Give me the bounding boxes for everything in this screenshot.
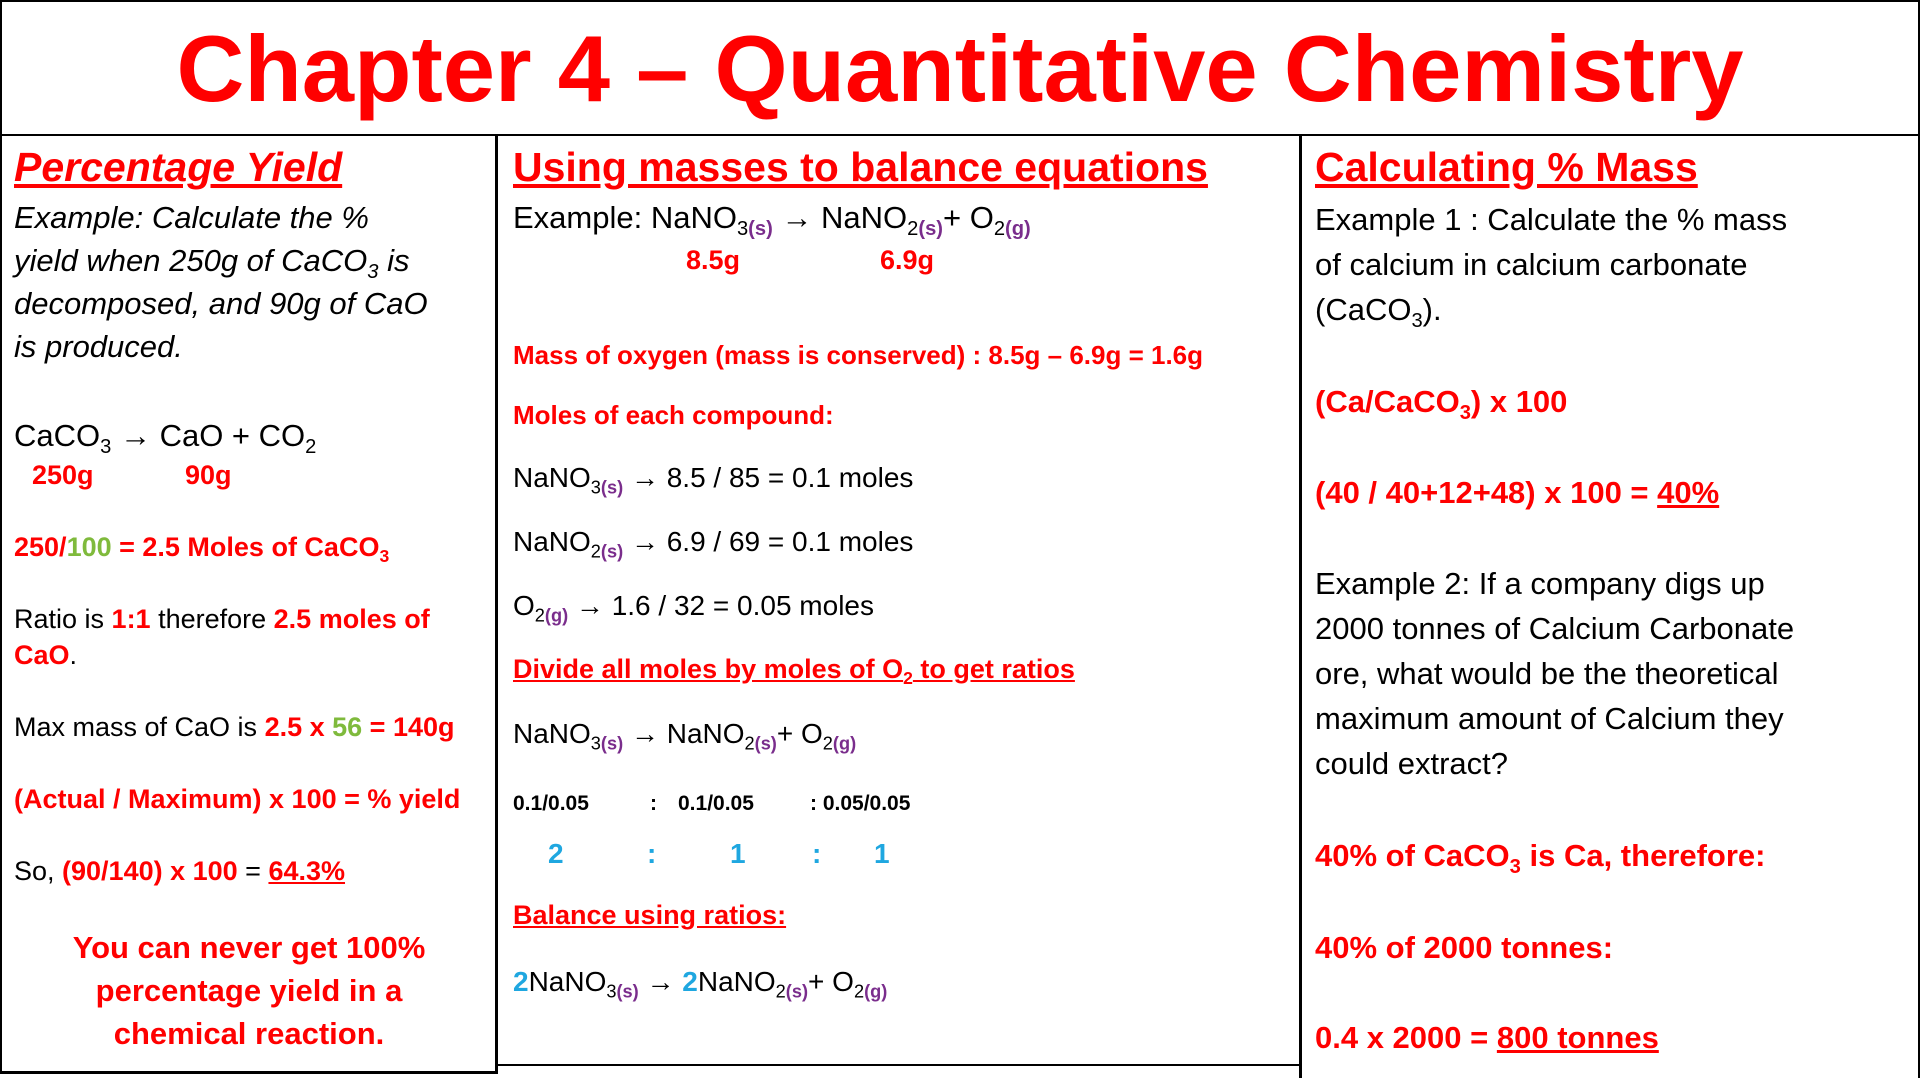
mass-example-1-line-3: (CaCO$_3$).	[1315, 292, 1442, 333]
yield-note-2: percentage yield in a	[95, 973, 403, 1008]
yield-example-line-2: yield when 250g of CaCO$_3$ is	[14, 243, 410, 284]
balance-panel-bottom-border	[498, 1064, 1302, 1066]
mass-example-1-line-2: of calcium in calcium carbonate	[1315, 247, 1748, 282]
yield-equation: CaCO$_3$ → CaO + $CO_2$	[14, 418, 317, 459]
mass-formula-2: (40 / 40+12+48) x 100 = 40%	[1315, 475, 1720, 510]
mass-step-2: 40% of 2000 tonnes:	[1315, 930, 1614, 965]
mass-step-1: 40% of CaCO$_3$ is Ca, therefore:	[1315, 838, 1766, 879]
ratio-sep-1: :	[647, 838, 657, 869]
moles-heading: Moles of each compound:	[513, 400, 834, 430]
mass-nano2: 6.9g	[880, 245, 935, 275]
mass-example-2-line-1: Example 2: If a company digs up	[1315, 566, 1765, 601]
mass-step-3: 0.4 x 2000 = 800 tonnes	[1315, 1020, 1659, 1055]
yield-formula: (Actual / Maximum) x 100 = % yield	[14, 784, 461, 814]
balance-ratios-heading: Balance using ratios:	[513, 900, 787, 930]
divide-moles-heading: Divide all moles by moles of $O_2$ to get ratios	[513, 654, 1075, 689]
ratio-line-2: CaO.	[14, 640, 78, 670]
mass-nano3: 8.5g	[686, 245, 741, 275]
ratio-o2: 1	[874, 838, 890, 869]
mass-example-2-line-5: could extract?	[1315, 746, 1508, 781]
mass-formula-1: (Ca/CaCO$_3$) x 100	[1315, 384, 1568, 425]
mass-cao: 90g	[185, 460, 232, 490]
page-title: Chapter 4 – Quantitative Chemistry	[176, 16, 1744, 121]
moles-nano3: NaNO$_{3(s)}$ → 8.5 / 85 = 0.1 moles	[513, 462, 914, 498]
ratio-nano3: 2	[548, 838, 564, 869]
yield-example-line-1: Example: Calculate the %	[14, 200, 369, 235]
percentage-yield-heading: Percentage Yield	[14, 144, 343, 190]
divide-sep-1: :	[650, 792, 657, 815]
divide-o2: : 0.05/0.05	[810, 792, 911, 815]
max-mass-line: Max mass of CaO is 2.5 x 56 = 140g	[14, 712, 455, 742]
mass-example-2-line-3: ore, what would be the theoretical	[1315, 656, 1779, 691]
mass-caco3: 250g	[32, 460, 94, 490]
ratio-line-1: Ratio is 1:1 therefore 2.5 moles of	[14, 604, 430, 634]
yield-example-line-3: decomposed, and 90g of CaO	[14, 286, 428, 321]
moles-nano2: NaNO$_{2(s)}$ → 6.9 / 69 = 0.1 moles	[513, 526, 914, 562]
ratio-equation: NaNO$_{3(s)}$ → NaNO$_{2(s)}$+ $O_{2(g)}$	[513, 718, 857, 754]
ratio-nano2: 1	[730, 838, 746, 869]
mass-example-1-line-1: Example 1 : Calculate the % mass	[1315, 202, 1788, 237]
yield-note-1: You can never get 100%	[72, 930, 426, 965]
balance-example: Example: NaNO$_{3(s)}$ → NaNO$_{2(s)}$+ $O_{2(g)}$	[513, 200, 1031, 241]
percent-mass-heading: Calculating % Mass	[1315, 144, 1698, 190]
moles-caco3: 250/100 = 2.5 Moles of CaCO$_3$	[14, 532, 390, 567]
yield-answer: So, (90/140) x 100 = 64.3%	[14, 856, 346, 886]
yield-example-line-4: is produced.	[14, 329, 183, 364]
mass-example-2-line-2: 2000 tonnes of Calcium Carbonate	[1315, 611, 1795, 646]
mass-example-2-line-4: maximum amount of Calcium they	[1315, 701, 1784, 736]
yield-note-3: chemical reaction.	[113, 1016, 385, 1051]
balanced-equation: 2NaNO$_{3(s)}$ → 2NaNO$_{2(s)}$+ $O_{2(g)}$	[513, 966, 888, 1002]
divide-nano3: 0.1/0.05	[513, 792, 589, 815]
ratio-sep-2: :	[812, 838, 822, 869]
mass-of-oxygen: Mass of oxygen (mass is conserved) : 8.5g – 6.9g = 1.6g	[513, 340, 1204, 370]
balance-equations-heading: Using masses to balance equations	[513, 144, 1208, 190]
moles-o2: $O_{2(g)} \to 1.6 / 32 = 0.05$ moles	[513, 590, 874, 626]
divide-nano2: 0.1/0.05	[678, 792, 754, 815]
